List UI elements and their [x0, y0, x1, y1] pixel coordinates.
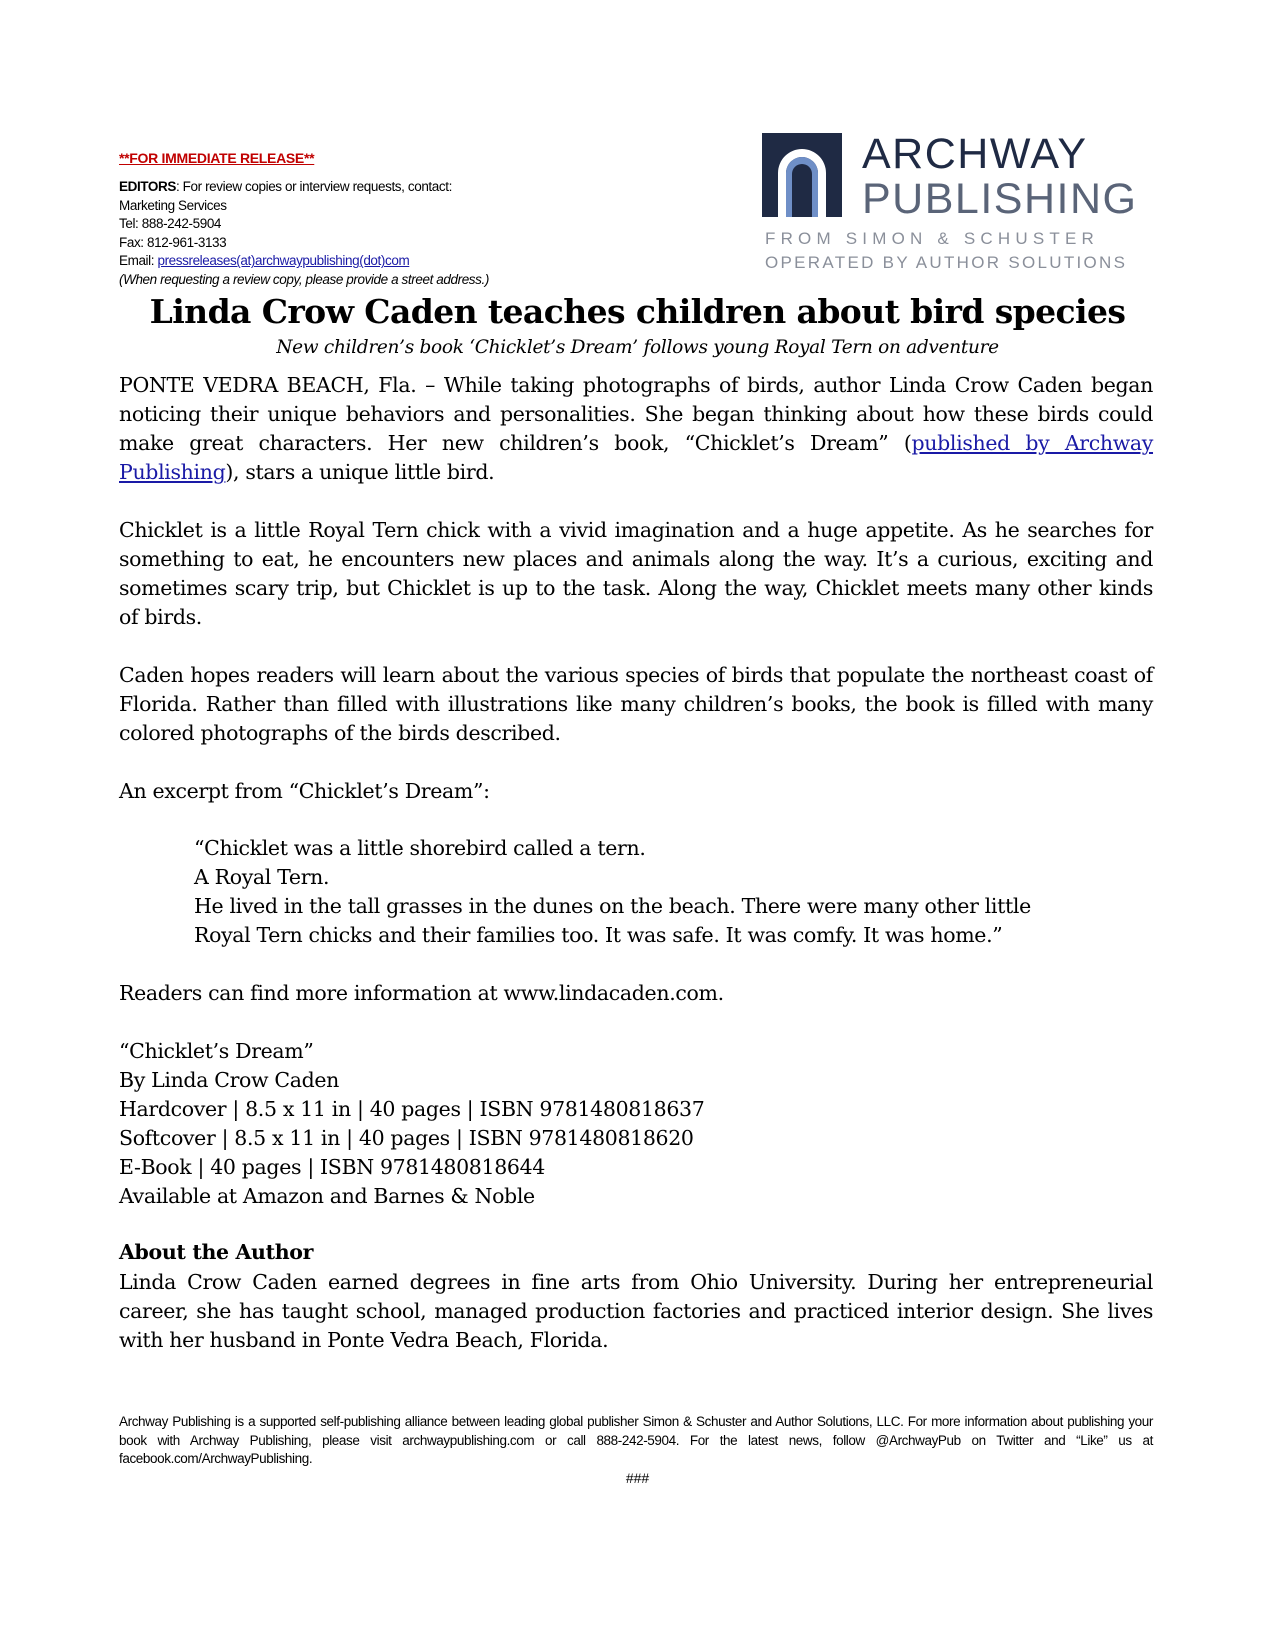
paragraph-story: Chicklet is a little Royal Tern chick with a vivid imagination and a huge appetite. As he searches for something to eat, he encounters new places and animals along the way. It’s a curious, exciting and sometimes scary trip, but Chicklet is up to the task. Along the way, Chicklet meets many other kinds of birds.	[119, 518, 1153, 629]
excerpt-line: Royal Tern chicks and their families too. It was safe. It was comfy. It was home.”	[194, 923, 1003, 947]
contact-department: Marketing Services	[119, 197, 227, 213]
editors-text: : For review copies or interview requests, contact:	[175, 179, 452, 194]
end-mark: ###	[625, 1470, 650, 1486]
excerpt-line: A Royal Tern.	[194, 865, 330, 889]
editors-line	[119, 178, 489, 197]
logo-archway-text: ARCHWAY	[862, 130, 1088, 178]
headline: Linda Crow Caden teaches children about bird species	[149, 292, 1126, 331]
about-heading: About the Author	[119, 1240, 314, 1264]
book-ebook: E-Book | 40 pages | ISBN 9781480818644	[119, 1155, 545, 1179]
more-info: Readers can find more information at www.lindacaden.com.	[119, 981, 724, 1005]
book-title: “Chicklet’s Dream”	[119, 1039, 314, 1063]
paragraph-species: Caden hopes readers will learn about the various species of birds that populate the northeast coast of Florida. Rather than filled with illustrations like many children’s books, the book is filled with many colored photographs of the birds described.	[119, 663, 1153, 745]
editors-label: EDITORS	[119, 179, 176, 194]
contact-tel: Tel: 888-242-5904	[119, 216, 222, 232]
book-details	[119, 1037, 704, 1211]
archway-arch-icon	[762, 133, 842, 217]
excerpt-line: “Chicklet was a little shorebird called a tern.	[194, 836, 646, 860]
contact-fax: Fax: 812-961-3133	[119, 234, 227, 250]
email-label: Email:	[119, 253, 158, 269]
archway-publishing-logo	[762, 130, 1142, 273]
book-availability: Available at Amazon and Barnes & Noble	[119, 1184, 535, 1208]
excerpt-line: He lived in the tall grasses in the dunes on the beach. There were many other little	[194, 894, 1031, 918]
release-notice: **FOR IMMEDIATE RELEASE**	[119, 150, 315, 166]
logo-from-text: FROM SIMON & SCHUSTER	[765, 229, 1099, 248]
paragraph-intro-text: PONTE VEDRA BEACH, Fla. – While taking photographs of birds, author Linda Crow Caden began noticing their unique behaviors and personalities. She began thinking about how these birds could make great characters. Her new children’s book, “Chicklet’s Dream” (	[119, 373, 1153, 455]
email-link[interactable]: pressreleases(at)archwaypublishing(dot)com	[157, 253, 410, 269]
book-author: By Linda Crow Caden	[119, 1068, 340, 1092]
excerpt-quote	[194, 834, 1154, 950]
paragraph-intro-end: ), stars a unique little bird.	[225, 460, 495, 484]
subheadline: New children’s book ‘Chicklet’s Dream’ follows young Royal Tern on adventure	[276, 337, 999, 358]
publisher-link[interactable]: published by Archway Publishing	[119, 431, 1154, 484]
paragraph-intro	[119, 371, 1153, 487]
book-hardcover: Hardcover | 8.5 x 11 in | 40 pages | ISBN 9781480818637	[119, 1097, 705, 1121]
logo-publishing-text: PUBLISHING	[862, 175, 1138, 223]
logo-operated-text: OPERATED BY AUTHOR SOLUTIONS	[765, 253, 1128, 272]
book-softcover: Softcover | 8.5 x 11 in | 40 pages | ISBN 9781480818620	[119, 1126, 694, 1150]
publisher-boilerplate: Archway Publishing is a supported self-publishing alliance between leading global publisher Simon & Schuster and Author Solutions, LLC. For more information about publishing your book with Archway Publishing, please visit archwaypublishing.com or call 888-242-5904. For the latest news, follow @ArchwayPub on Twitter and “Like” us at facebook.com/ArchwayPublishing.	[119, 1414, 1153, 1466]
contact-block	[119, 178, 489, 290]
about-text: Linda Crow Caden earned degrees in fine arts from Ohio University. During her entrepreneurial career, she has taught school, managed production factories and practiced interior design. She lives with her husband in Ponte Vedra Beach, Florida.	[119, 1270, 1153, 1352]
excerpt-intro: An excerpt from “Chicklet’s Dream”:	[119, 779, 490, 803]
contact-email-line	[119, 252, 489, 271]
review-copy-note: (When requesting a review copy, please provide a street address.)	[119, 271, 489, 287]
